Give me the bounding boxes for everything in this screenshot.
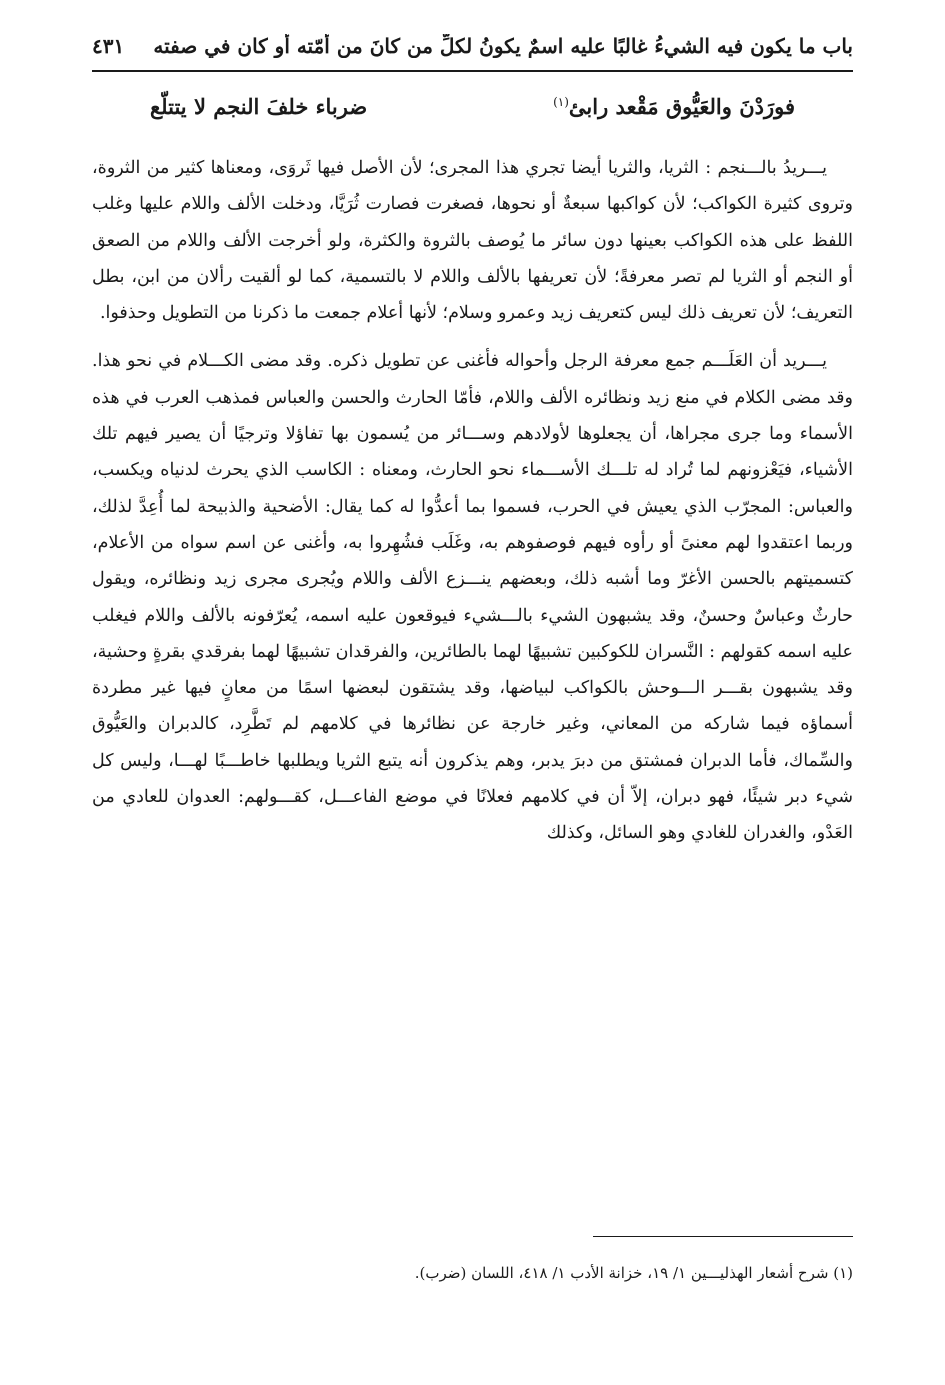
footnote: (١) شرح أشعار الهذليـــين ١/ ١٩، خزانة الأدب ١/ ٤١٨، اللسان (ضرب). [414, 1264, 853, 1282]
paragraph-2: يـــريد أن العَلَـــم جمع معرفة الرجل وأحواله فأغنى عن تطويل ذكره. وقد مضى الكـــلام في نحو هذا. وقد مضى الكلام في منع زيد ونظائره الألف واللام، فأمّا الحارث والحسن والعباس فمذهب العرب في هذه الأسماء وما جرى مجراها، أن يجعلوها لأولادهم وســـائر من يُسمون بها تفاؤلا وترجيًا أن يصير فيهم تلك الأشياء، فيَعْزونهم لما تُراد له تلـــك الأســـماء نحو الحارث، ومعناه : الكاسب الذي يحرث لدنياه ويكسب، والعباس: المجرّب الذي يعيش في الحرب، فسموا بما أعدُّوا له كما يقال: الأضحية والذبيحة لما أُعِدَّ لذلك، وربما اعتقدوا لهم معنىً أو رأوه فيهم فوصفوهم به، وغَلَب فشُهِروا به، وأغنى عن اسم سواه من الأعلام، كتسميتهم بالحسن الأغرّ وما أشبه ذلك، وبعضهم ينـــزع الألف واللام ويُجرى مجرى زيد ونظائره، ويقول حارثٌ وعباسٌ وحسنٌ، وقد يشبهون الشيء بالـــشيء فيوقعون عليه اسمه، يُعرّفونه بالألف واللام فيغلب عليه اسمه كقولهم : النَّسران للكوكبين تشبيهًا لهما بالطائرين، والفرقدان تشبيهًا لهما بفرقدي بقرةٍ وحشية، وقد يشبهون بقـــر الـــوحش بالكواكب لبياضها، وقد يشتقون لبعضها اسمًا من معانٍ فيها غير مطردة أسماؤه فيما شاركه من المعاني، وغير خارجة عن نظائرها في كلامهم لم تَطَّرِد، كالدبران والعَيُّوق والسِّماك، فأما الدبران فمشتق من دبرَ يدبر، وهم يذكرون أنه يتبع الثريا ويطلبها خاطـــبًا لهـــا، وليس كل شيء دبر شيئًا، فهو دبران، إلاّ أن في كلامهم فعلانًا في موضع الفاعـــل، كقـــولهم: العدوان للعادي من العَدْو، والغدران للغادي وهو السائل، وكذلك [92, 351, 853, 844]
verse-first-hemistich: ضرباء خلفَ النجم لا يتتلّع [150, 93, 368, 119]
verse-second-hemistich: فورَدْنَ والعَيُّوق مَقْعد رابئ$^{(١)}$ [553, 93, 795, 119]
page-number: ٤٣١ [92, 34, 125, 58]
poetry-verse [150, 84, 795, 128]
chapter-title: باب ما يكون فيه الشيءُ غالبًا عليه اسمٌ يكونُ لكلِّ من كانَ من أُمّته أو كان في صفته [153, 34, 853, 58]
running-header [92, 26, 853, 66]
footnote-marker: (١) [553, 94, 569, 109]
body-text [92, 150, 853, 852]
paragraph-1: يـــريدُ بالـــنجم : الثريا، والثريا أيضا تجري هذا المجرى؛ لأن الأصل فيها ثَروَى، ومعناها كثير من الثروة، وتروى كثيرة الكواكب؛ لأن كواكبها سبعةٌ أو نحوها، فصغرت فصارت ثُرَيَّا، ودخلت الألف واللام عليها وغلب اللفظ على هذه الكواكب بعينها دون سائر ما يُوصف بالثروة والكثرة، ولو أخرجت الألف واللام من الصعق أو النجم أو الثريا لم تصر معرفةً؛ لأن تعريفها بالألف واللام لا بالتسمية، كما لو ألقيت رألان من ابن، بطل التعريف؛ لأن تعريف ذلك ليس كتعريف زيد وعمرو وسلام؛ لأنها أعلام جمعت ما ذكرنا من التطويل وحذفوا. [92, 158, 853, 324]
header-rule [92, 70, 853, 72]
footnote-rule [593, 1236, 853, 1237]
